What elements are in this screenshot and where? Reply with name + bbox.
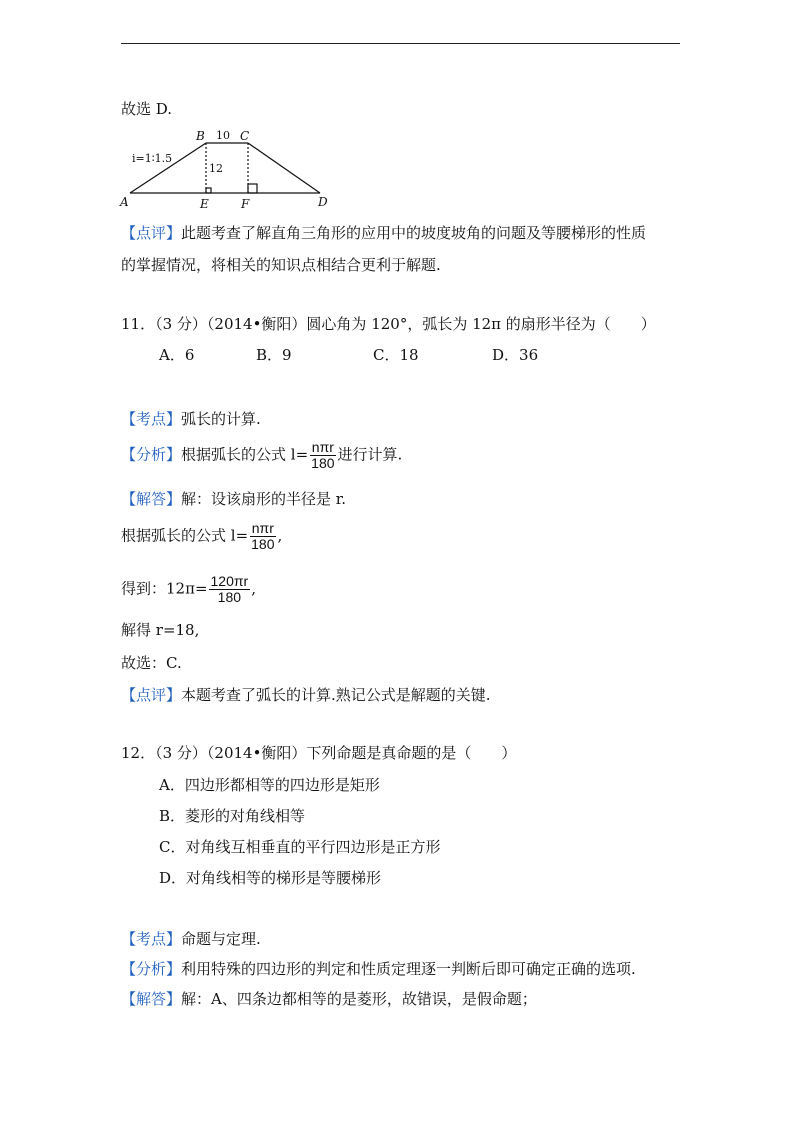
step2-denominator: 180 <box>217 589 242 605</box>
jieda-tag: 【解答】 <box>121 490 182 508</box>
q11-option-a: A．6 <box>159 346 195 364</box>
jieda-text: 解：A、四条边都相等的是菱形，故错误，是假命题； <box>181 990 537 1008</box>
fenxi-tag: 【分析】 <box>121 445 182 464</box>
right-angle-f <box>248 184 257 193</box>
q12-option-b: B．菱形的对角线相等 <box>159 807 306 825</box>
q11-stem: 11．（3 分）（2014•衡阳）圆心角为 120°，弧长为 12π 的扇形半径为（ ） <box>121 315 656 333</box>
q11-option-c: C．18 <box>373 346 419 364</box>
q11-fenxi <box>121 440 402 471</box>
q12-option-c: C．对角线互相垂直的平行四边形是正方形 <box>159 838 441 856</box>
side-ab <box>130 143 206 193</box>
label-f: F <box>241 197 250 211</box>
trapezoid-figure <box>118 126 334 212</box>
label-height: 12 <box>209 162 223 175</box>
step2-formula <box>209 574 251 605</box>
jieda-text: 解：设该扇形的半径是 r. <box>181 490 347 508</box>
q11-jieda <box>121 489 346 509</box>
label-e: E <box>200 197 209 211</box>
dianping-tag: 【点评】 <box>121 686 182 704</box>
kaodian-tag: 【考点】 <box>121 930 182 948</box>
q11-dianping <box>121 685 491 705</box>
q11-kaodian <box>121 409 261 429</box>
step1-denominator: 180 <box>251 536 275 552</box>
q10-answer-line: 故选 D. <box>121 100 173 118</box>
q10-comment-line1 <box>121 223 646 243</box>
arc-length-formula <box>309 440 336 471</box>
label-top-length: 10 <box>216 129 230 142</box>
label-c: C <box>240 129 250 143</box>
dianping-tag: 【点评】 <box>121 224 182 242</box>
step1-after: , <box>277 526 283 545</box>
fenxi-after: 进行计算. <box>337 445 403 464</box>
right-angle-e <box>206 188 211 193</box>
step2-after: , <box>251 579 256 598</box>
step1-formula <box>249 521 276 552</box>
fenxi-tag: 【分析】 <box>121 960 182 978</box>
kaodian-tag: 【考点】 <box>121 410 182 428</box>
step2-numerator: 120πr <box>210 573 249 589</box>
header-rule <box>121 43 680 44</box>
step1-numerator: nπr <box>251 520 274 536</box>
step2-before: 得到：12π= <box>121 579 208 598</box>
q12-fenxi <box>121 959 636 979</box>
formula-numerator: nπr <box>311 439 334 455</box>
q11-step4: 故选：C. <box>121 654 182 672</box>
label-a: A <box>120 195 129 209</box>
kaodian-text: 命题与定理. <box>181 930 261 948</box>
q12-stem: 12．（3 分）（2014•衡阳）下列命题是真命题的是（ ） <box>121 744 517 762</box>
q12-option-a: A．四边形都相等的四边形是矩形 <box>159 776 380 794</box>
q12-option-d: D．对角线相等的梯形是等腰梯形 <box>159 869 382 887</box>
comment-text: 此题考查了解直角三角形的应用中的坡度坡角的问题及等腰梯形的性质 <box>181 224 647 242</box>
q12-kaodian <box>121 929 261 949</box>
fenxi-before: 根据弧长的公式 l= <box>181 445 309 464</box>
jieda-tag: 【解答】 <box>121 990 182 1008</box>
q11-step2 <box>121 574 256 605</box>
q11-option-b: B．9 <box>256 346 292 364</box>
label-slope: i=1∶1.5 <box>132 152 173 165</box>
step1-before: 根据弧长的公式 l= <box>121 526 249 545</box>
q10-comment-line2: 的掌握情况，将相关的知识点相结合更利于解题. <box>121 256 441 274</box>
kaodian-text: 弧长的计算. <box>181 410 261 428</box>
q12-jieda <box>121 989 537 1009</box>
q11-step1 <box>121 521 282 552</box>
fenxi-text: 利用特殊的四边形的判定和性质定理逐一判断后即可确定正确的选项. <box>181 960 636 978</box>
dianping-text: 本题考查了弧长的计算.熟记公式是解题的关键. <box>181 686 491 704</box>
side-cd <box>248 143 320 193</box>
label-b: B <box>196 129 205 143</box>
formula-denominator: 180 <box>311 455 335 471</box>
q11-step3: 解得 r=18, <box>121 621 200 639</box>
q11-option-d: D．36 <box>492 346 539 364</box>
label-d: D <box>318 195 328 209</box>
